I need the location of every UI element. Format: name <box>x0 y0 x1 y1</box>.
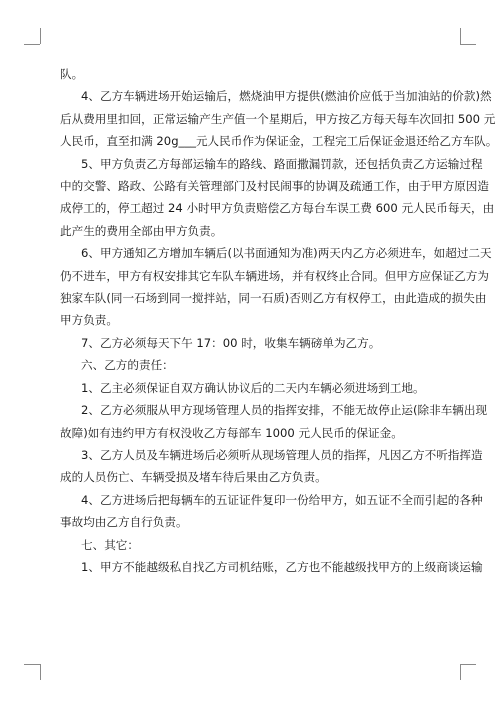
section-heading <box>60 354 440 376</box>
text-line: 后从费用里扣回，正常运输产生产值一个星期后，甲方按乙方每天每车次回扣 500 元 <box>60 111 496 126</box>
text-line: 六、乙方的责任： <box>81 358 174 373</box>
text-line: 七、其它： <box>81 537 139 552</box>
text-line: 人民币，直至扣满 20g___元人民币作为保证金，工程完工后保证金退还给乙方车队。 <box>60 134 498 149</box>
text-line: 仍不进车，甲方有权安排其它车队车辆进场，并有权终止合同。但甲方应保证乙方为 <box>60 268 489 283</box>
crop-mark-top-left <box>40 28 41 44</box>
crop-mark-top-right <box>460 28 461 44</box>
text-line: 此产生的费用全部由甲方负责。 <box>60 223 223 238</box>
text-line: 1、乙主必须保证自双方确认协议后的二天内车辆必须进场到工地。 <box>81 380 425 395</box>
crop-mark-bottom-left <box>24 664 40 665</box>
paragraph <box>60 242 492 332</box>
crop-mark-bottom-right <box>460 664 476 665</box>
crop-mark-bottom-left <box>40 664 41 680</box>
text-line: 队。 <box>60 67 84 81</box>
text-line: 事故均由乙方自行负责。 <box>60 515 188 530</box>
paragraph <box>60 332 440 354</box>
text-line: 甲方负责。 <box>60 313 118 328</box>
crop-mark-top-right <box>460 44 476 45</box>
paragraph <box>60 63 440 85</box>
text-line: 5、甲方负责乙方每部运输车的路线、路面撒漏罚款，还包括负责乙方运输过程 <box>81 156 483 171</box>
text-line: 故障)如有违约甲方有权没收乙方每部车 1000 元人民币的保证金。 <box>60 425 403 440</box>
text-line: 成的人员伤亡、车辆受损及堵车待后果由乙方负责。 <box>60 470 327 485</box>
text-line: 中的交警、路政、公路有关管理部门及村民闹事的协调及疏通工作，由于甲方原因造 <box>60 179 489 194</box>
paragraph <box>60 153 495 243</box>
text-line: 独家车队(同一石场到同一搅拌站，同一石质)否则乙方有权停工，由此造成的损失由 <box>60 291 487 306</box>
document-body <box>60 63 498 578</box>
text-line: 成停工的，停工超过 24 小时甲方负责赔偿乙方每台车误工费 600 元人民币每天，由 <box>60 201 495 216</box>
text-line: 3、乙方人员及车辆进场后必须听从现场管理人员的指挥，凡因乙方不听指挥造 <box>81 447 483 462</box>
paragraph <box>60 556 483 578</box>
paragraph <box>60 444 483 489</box>
paragraph <box>60 377 440 399</box>
section-heading <box>60 534 440 556</box>
text-line: 4、乙方进场后把每辆车的五证证件复印一份给甲方，如五证不全而引起的各种 <box>81 492 483 507</box>
paragraph <box>60 85 498 152</box>
crop-mark-bottom-right <box>460 664 461 680</box>
text-line: 4、乙方车辆进场开始运输后，燃烧油甲方提供(燃油价应低于当加油站的价款)然 <box>81 89 492 104</box>
text-line: 6、甲方通知乙方增加车辆后(以书面通知为准)两天内乙方必须进车，如超过二天 <box>81 246 492 261</box>
crop-mark-top-left <box>24 44 40 45</box>
text-line: 2、乙方必须服从甲方现场管理人员的指挥安排，不能无故停止运(除非车辆出现 <box>81 403 488 418</box>
text-line: 1、甲方不能越级私自找乙方司机结账，乙方也不能越级找甲方的上级商谈运输 <box>81 559 483 574</box>
text-line: 7、乙方必须每天下午 17：00 时，收集车辆磅单为乙方。 <box>81 335 381 350</box>
paragraph <box>60 489 483 534</box>
paragraph <box>60 399 488 444</box>
